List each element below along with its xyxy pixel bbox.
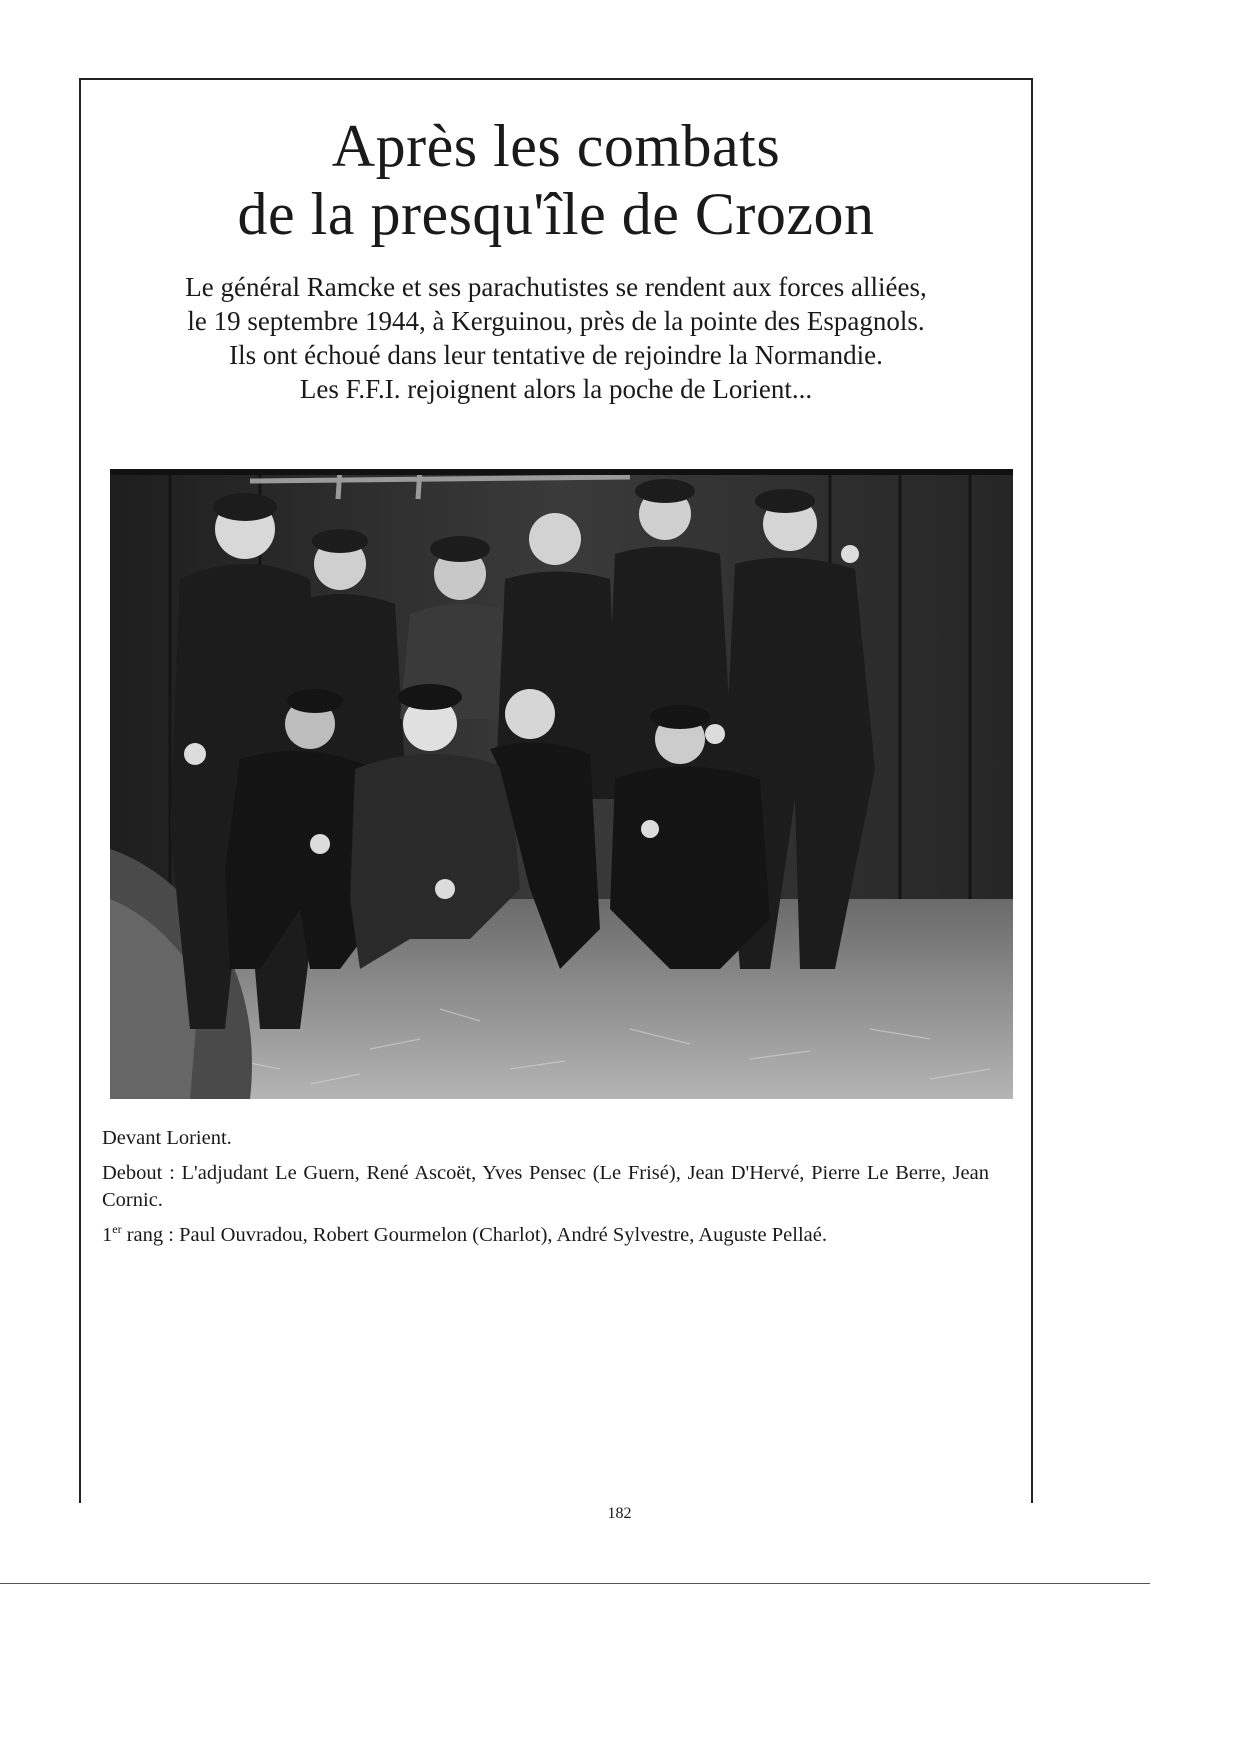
intro-line-3: Ils ont échoué dans leur tentative de rejoindre la Normandie.	[229, 340, 883, 370]
caption-front-row-prefix: 1	[102, 1224, 113, 1246]
page-number: 182	[607, 1505, 632, 1522]
caption-front-row	[102, 1222, 989, 1249]
photo-caption	[102, 1125, 989, 1257]
title-line-1: Après les combats	[331, 113, 781, 179]
caption-front-row-text: rang : Paul Ouvradou, Robert Gourmelon (Charlot), André Sylvestre, Auguste Pellaé.	[121, 1224, 827, 1246]
page-title	[81, 112, 1031, 248]
intro-line-2: le 19 septembre 1944, à Kerguinou, près de la pointe des Espagnols.	[187, 306, 925, 336]
bottom-rule	[0, 1583, 1150, 1584]
intro-paragraph	[121, 270, 991, 406]
title-line-2: de la presqu'île de Crozon	[237, 181, 875, 247]
intro-line-1: Le général Ramcke et ses parachutistes se rendent aux forces alliées,	[185, 272, 927, 302]
caption-standing: Debout : L'adjudant Le Guern, René Ascoët, Yves Pensec (Le Frisé), Jean D'Hervé, Pierre Le Berre, Jean Cornic.	[102, 1162, 989, 1211]
intro-line-4: Les F.F.I. rejoignent alors la poche de Lorient...	[299, 374, 813, 404]
group-photo	[110, 469, 1013, 1099]
caption-front-row-sup: er	[112, 1222, 122, 1237]
caption-location: Devant Lorient.	[102, 1127, 232, 1149]
page-frame	[79, 78, 1033, 1503]
